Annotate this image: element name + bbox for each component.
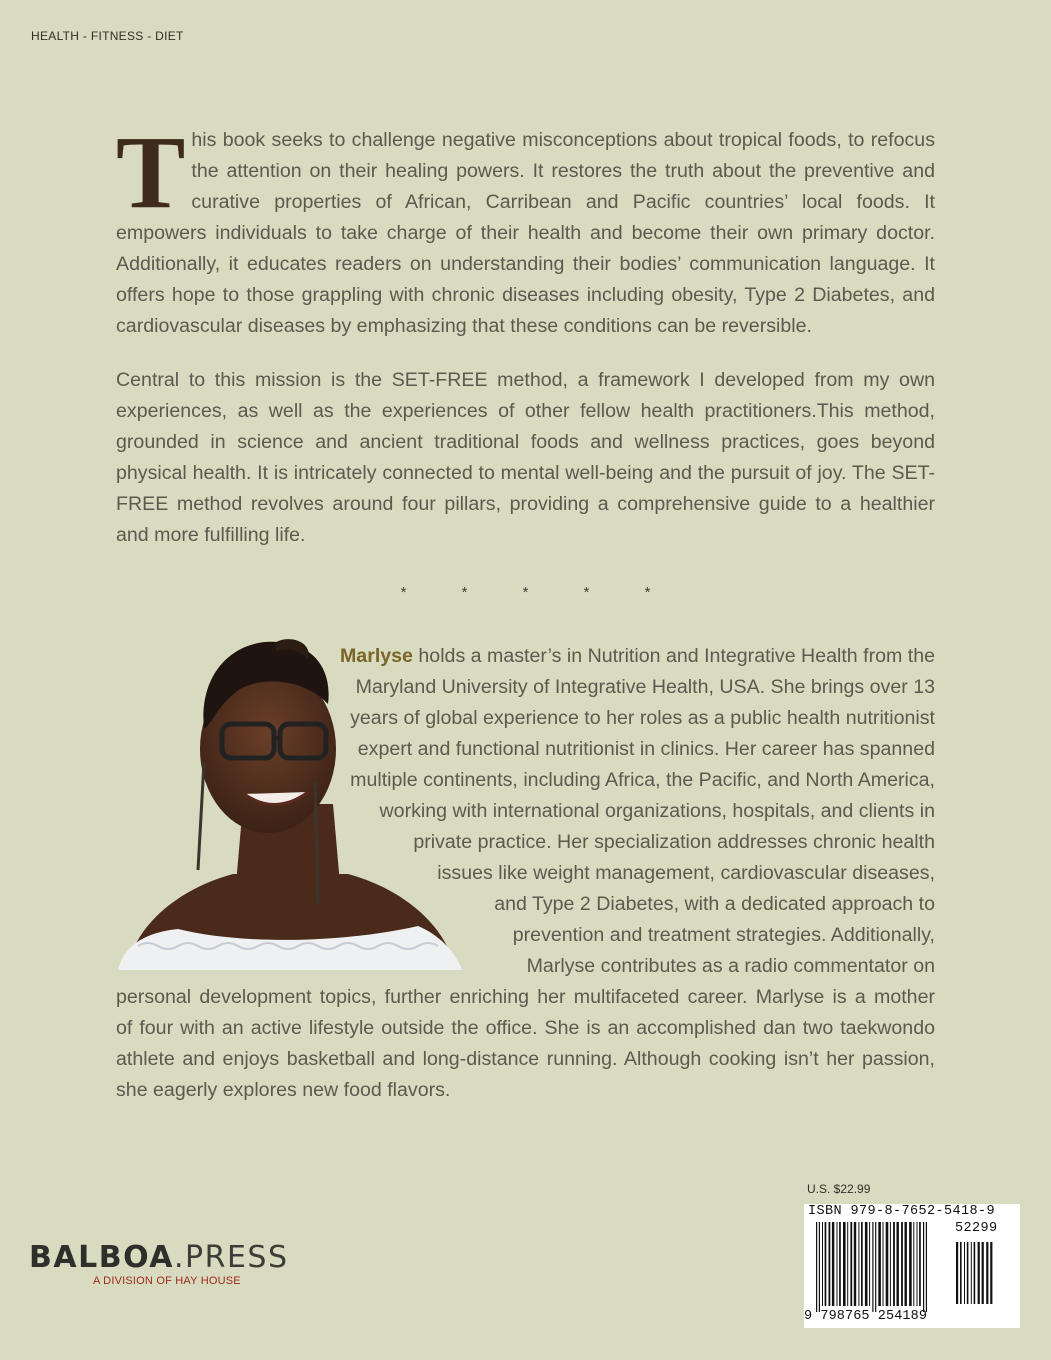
separator-star: * bbox=[644, 584, 651, 601]
bio-line: and Type 2 Diabetes, with a dedicated approach to bbox=[494, 893, 935, 915]
barcode-bar bbox=[919, 1222, 921, 1306]
category-label: HEALTH - FITNESS - DIET bbox=[31, 29, 184, 43]
barcode-bar bbox=[878, 1222, 881, 1306]
barcode-bar bbox=[956, 1242, 958, 1304]
bio-line-text: holds a master’s in Nutrition and Integrative Health from the bbox=[412, 645, 935, 667]
publisher-name-bold: BALBOA bbox=[29, 1240, 174, 1275]
bio-line: personal development topics, further enriching her multifaceted career. Marlyse is a mother bbox=[116, 986, 935, 1008]
ean-digits: 9 798765 254189 bbox=[804, 1309, 928, 1324]
dropcap-letter: T bbox=[116, 115, 186, 230]
barcode-bar bbox=[909, 1222, 912, 1306]
barcode-bar bbox=[858, 1222, 859, 1306]
retail-price: U.S. $22.99 bbox=[807, 1182, 871, 1196]
barcode-bar bbox=[971, 1242, 972, 1304]
bio-line bbox=[116, 641, 935, 672]
barcode-bar bbox=[913, 1222, 914, 1306]
separator-star: * bbox=[522, 584, 529, 601]
bio-line: working with international organizations, hospitals, and clients in bbox=[379, 800, 935, 822]
barcode-bar bbox=[923, 1222, 924, 1312]
barcode-bar bbox=[837, 1222, 838, 1306]
barcode-bar bbox=[832, 1222, 834, 1306]
barcode-bar bbox=[926, 1222, 927, 1312]
barcode-bar bbox=[897, 1222, 899, 1306]
barcode-bar bbox=[982, 1242, 984, 1304]
bio-line: issues like weight management, cardiovascular diseases, bbox=[437, 862, 935, 884]
publisher-logo bbox=[29, 1239, 289, 1287]
author-bio bbox=[116, 641, 935, 1106]
blurb-paragraph-1 bbox=[116, 115, 935, 342]
price-code: 52299 bbox=[955, 1221, 998, 1236]
barcode-bar bbox=[839, 1222, 841, 1306]
barcode-bar bbox=[829, 1222, 831, 1306]
barcode-bar bbox=[905, 1222, 907, 1306]
isbn-barcode bbox=[804, 1204, 1020, 1328]
author-bio-text bbox=[116, 641, 935, 1106]
barcode-bar bbox=[883, 1222, 884, 1306]
bio-line: years of global experience to her roles as a public health nutritionist bbox=[350, 707, 935, 729]
section-separator bbox=[0, 584, 1051, 601]
bio-line: she eagerly explores new food flavors. bbox=[116, 1079, 451, 1101]
barcode-bar bbox=[990, 1242, 992, 1304]
barcode-bar bbox=[890, 1222, 891, 1306]
barcode-bar bbox=[854, 1222, 856, 1306]
book-blurb bbox=[116, 115, 935, 574]
bio-line: athlete and enjoys basketball and long-distance running. Although cooking isn’t her passion, bbox=[116, 1048, 935, 1070]
barcode-bar bbox=[893, 1222, 895, 1306]
barcode-bar bbox=[960, 1242, 962, 1304]
publisher-subtitle: A DIVISION OF HAY HOUSE bbox=[93, 1275, 241, 1287]
publisher-name-light: .PRESS bbox=[173, 1240, 289, 1275]
barcode-bar bbox=[822, 1222, 823, 1306]
barcode-bar bbox=[974, 1242, 976, 1304]
barcode-bar bbox=[869, 1222, 870, 1306]
isbn-number: ISBN 979-8-7652-5418-9 bbox=[808, 1204, 996, 1219]
barcode-bar bbox=[917, 1222, 918, 1306]
barcode-bar bbox=[964, 1242, 965, 1304]
bio-line: prevention and treatment strategies. Additionally, bbox=[512, 924, 935, 946]
bio-line: expert and functional nutritionist in clinics. Her career has spanned bbox=[357, 738, 935, 760]
bio-line: of four with an active lifestyle outside the office. She is an accomplished dan two taekwondo bbox=[116, 1017, 935, 1039]
barcode-bar bbox=[861, 1222, 863, 1306]
bio-line: multiple continents, including Africa, the Pacific, and North America, bbox=[350, 769, 935, 791]
barcode-bar bbox=[872, 1222, 873, 1312]
barcode-bar bbox=[875, 1222, 876, 1312]
separator-star: * bbox=[461, 584, 468, 601]
separator-star: * bbox=[583, 584, 590, 601]
bio-line: Marlyse contributes as a radio commentator on bbox=[526, 955, 935, 977]
blurb-paragraph-1-text: his book seeks to challenge negative misconceptions about tropical foods, to refocus the attention on their healing powers. It restores the truth about the preventive and curative properties of African, Carribean and Pacific countries’ local foods. It empowers individuals to take charge of their health and become their own primary doctor. Additionally, it educates readers on understanding their bodies’ communication language. It offers hope to those grappling with chronic diseases including obesity, Type 2 Diabetes, and cardiovascular diseases by emphasizing that these conditions can be reversible. bbox=[116, 129, 935, 337]
bio-line: private practice. Her specialization addresses chronic health bbox=[413, 831, 935, 853]
barcode-bar bbox=[843, 1222, 846, 1306]
bio-line: Maryland University of Integrative Health, USA. She brings over 13 bbox=[355, 676, 935, 698]
barcode-bar bbox=[967, 1242, 969, 1304]
barcode-bar bbox=[847, 1222, 848, 1306]
barcode-bar bbox=[978, 1242, 980, 1304]
publisher-name bbox=[29, 1239, 289, 1277]
barcode-bar bbox=[850, 1222, 852, 1306]
separator-star: * bbox=[400, 584, 407, 601]
barcode-bar bbox=[886, 1222, 889, 1306]
author-name: Marlyse bbox=[339, 645, 413, 667]
barcode-bar bbox=[816, 1222, 817, 1312]
barcode-bar bbox=[901, 1222, 903, 1306]
barcode-bar bbox=[825, 1222, 827, 1306]
barcode-bar bbox=[865, 1222, 868, 1306]
blurb-paragraph-2: Central to this mission is the SET-FREE method, a framework I developed from my own experiences, as well as the experiences of other fellow health practitioners.This method, grounded in science and ancient traditional foods and wellness practices, goes beyond physical health. It is intricately connected to mental well-being and the pursuit of joy. The SET-FREE method revolves around four pillars, providing a comprehensive guide to a healthier and more fulfilling life. bbox=[116, 369, 935, 546]
barcode-bar bbox=[986, 1242, 988, 1304]
barcode-bar bbox=[819, 1222, 820, 1312]
